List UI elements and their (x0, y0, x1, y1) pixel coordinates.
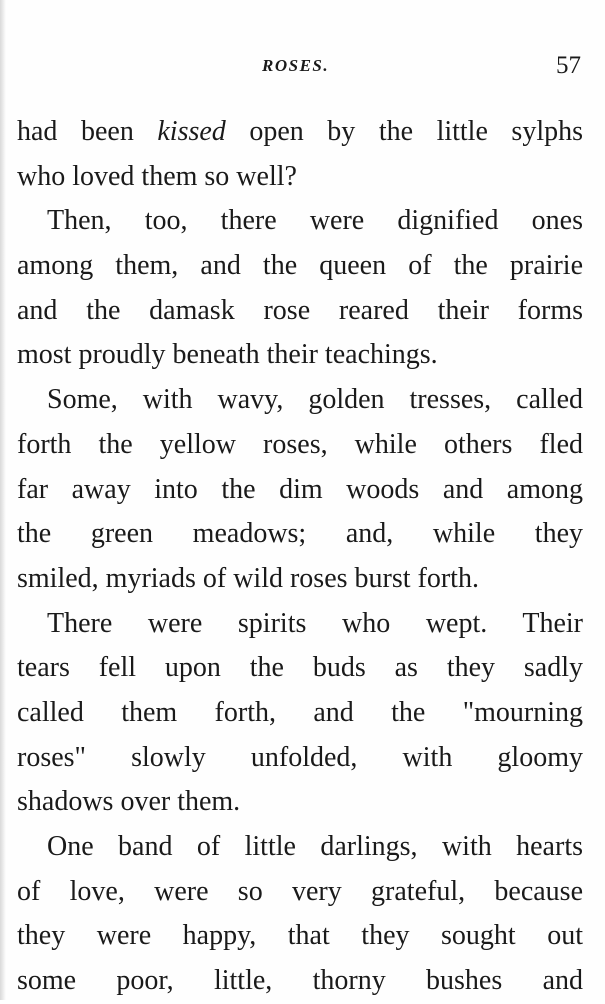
text-line-12: There were spirits who wept. Their (47, 607, 583, 639)
page-number: 57 (556, 52, 581, 79)
page-edge-shadow (0, 0, 6, 1000)
text-line-1 (17, 110, 583, 155)
text-line-7: Some, with wavy, golden tresses, called (47, 384, 583, 416)
body-text (17, 110, 583, 1004)
text-line-6: most proudly beneath their teachings. (17, 339, 438, 371)
text-line-9: far away into the dim woods and among (17, 473, 583, 505)
text-line-1-after: open by the little sylphs (225, 116, 583, 147)
text-line-20: some poor, little, thorny bushes and (17, 965, 583, 997)
text-line-8: forth the yellow roses, while others fled (17, 428, 583, 460)
text-line-5: and the damask rose reared their forms (17, 294, 583, 326)
page-header (0, 52, 605, 88)
text-line-16: shadows over them. (17, 786, 241, 818)
text-line-3: Then, too, there were dignified ones (47, 205, 583, 237)
text-line-13: tears fell upon the buds as they sadly (17, 652, 583, 684)
text-line-4: among them, and the queen of the prairie (17, 250, 583, 282)
text-line-11: smiled, myriads of wild roses burst forth. (17, 562, 479, 594)
text-line-1-before: had been (17, 116, 158, 147)
text-line-10: the green meadows; and, while they (17, 518, 583, 550)
text-line-1-emphasis: kissed (157, 116, 226, 147)
text-line-15: roses" slowly unfolded, with gloomy (17, 741, 583, 773)
running-head: ROSES. (262, 56, 330, 75)
text-line-14: called them forth, and the "mourning (17, 696, 583, 728)
text-line-2: who loved them so well? (17, 160, 297, 192)
text-line-19: they were happy, that they sought out (17, 920, 583, 952)
text-line-17: One band of little darlings, with hearts (47, 831, 583, 862)
text-line-18: of love, were so very grateful, because (17, 875, 583, 907)
